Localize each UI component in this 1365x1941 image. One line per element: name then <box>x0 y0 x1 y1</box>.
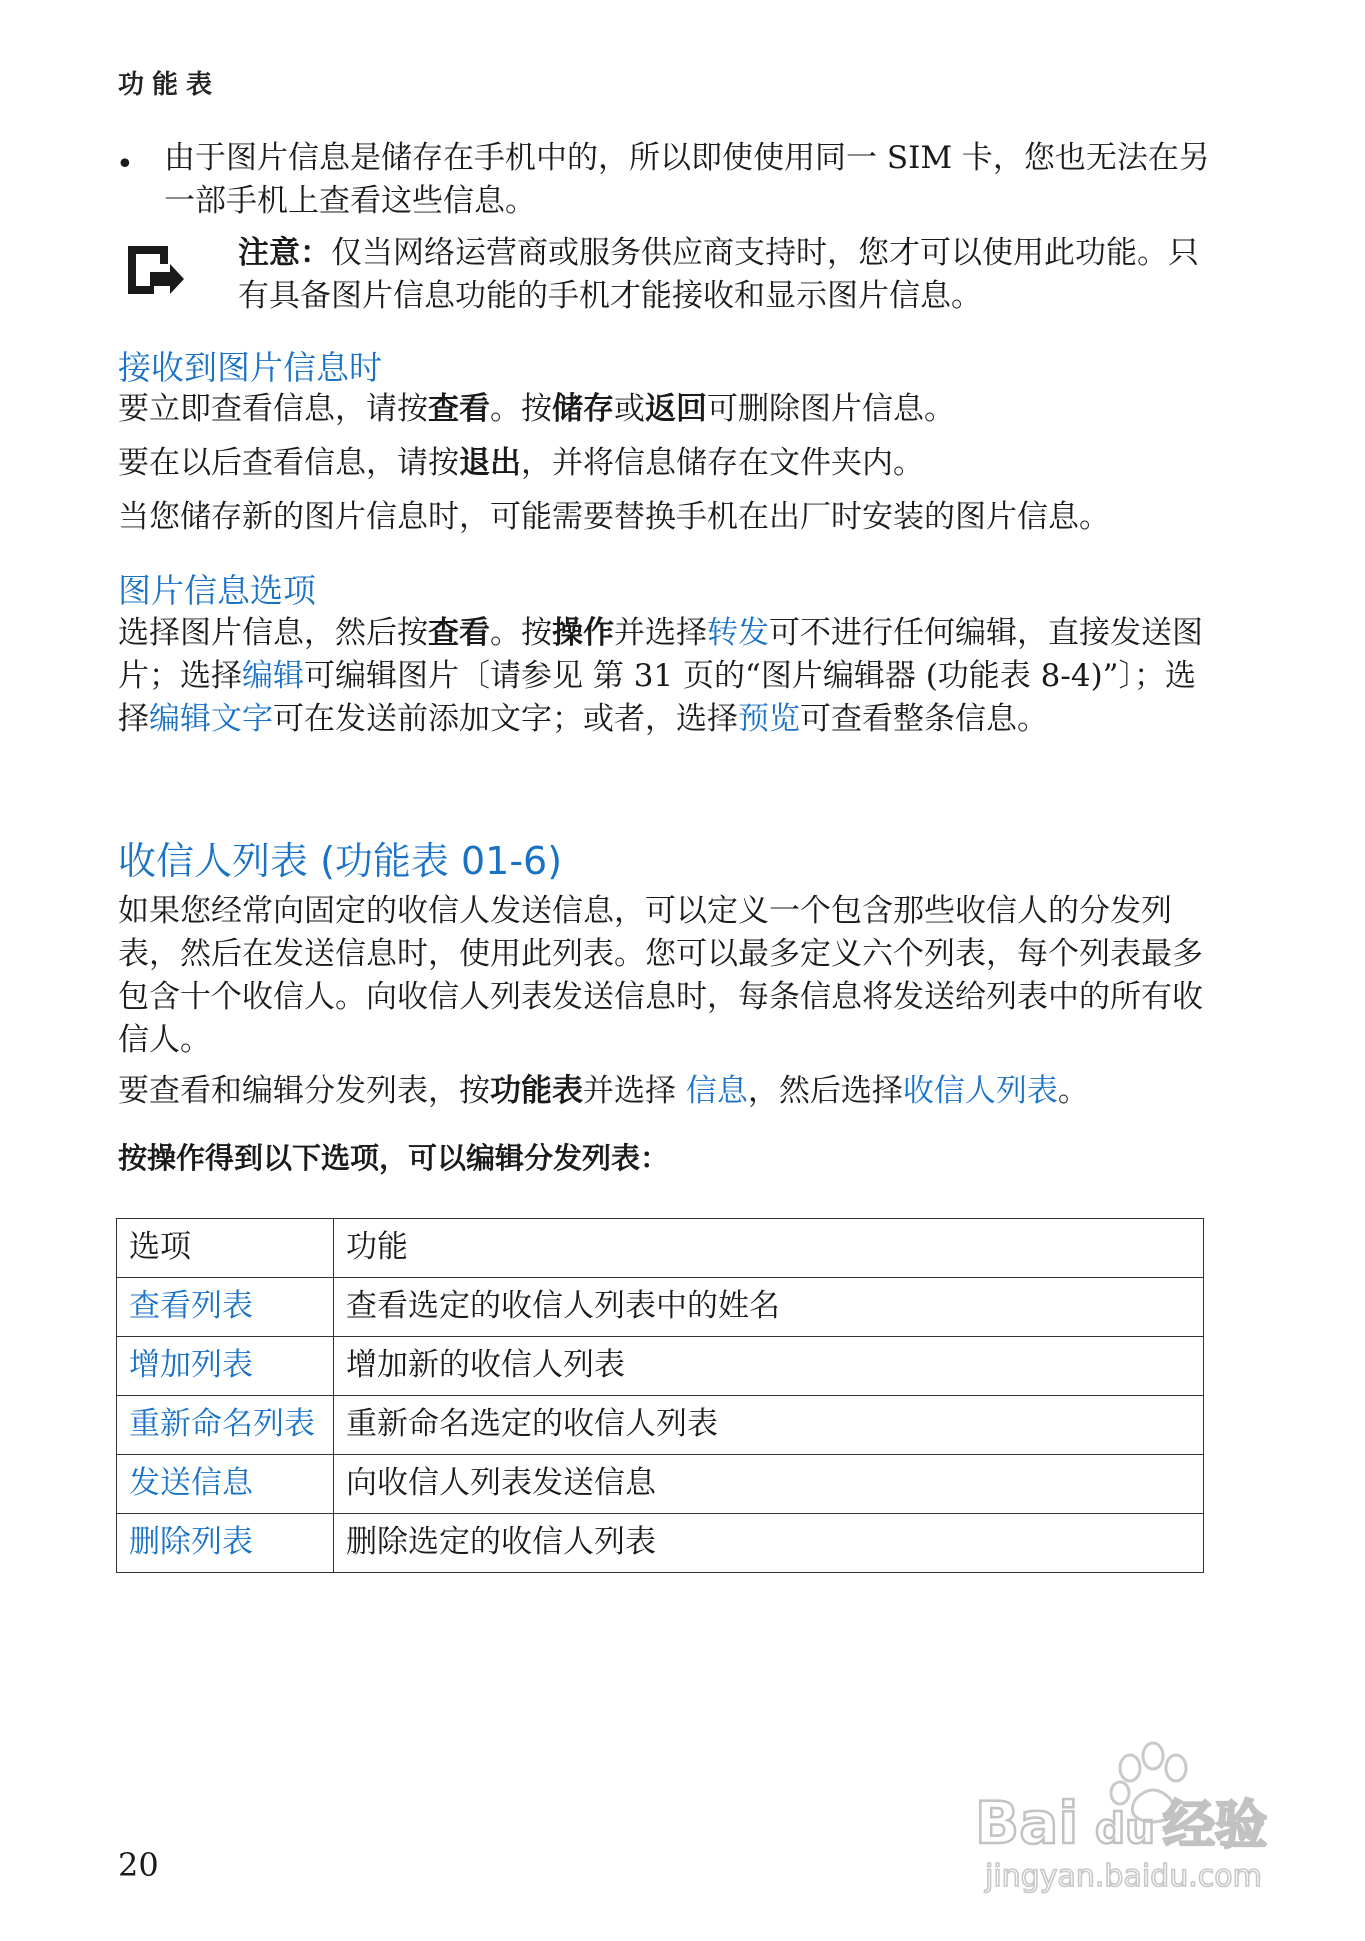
page-header: 功能表 <box>118 70 221 100</box>
option-name: 查看列表 <box>117 1278 334 1337</box>
menu-messages: 信息 <box>685 1073 748 1109</box>
table-row <box>117 1337 1204 1396</box>
table-row <box>117 1278 1204 1337</box>
text-run: 要立即查看信息，请按 <box>118 391 428 427</box>
table-row <box>117 1396 1204 1455</box>
note-label: 注意： <box>238 235 331 271</box>
page-number: 20 <box>118 1846 159 1884</box>
text-run: 。按 <box>490 615 552 651</box>
option-name: 删除列表 <box>117 1514 334 1573</box>
table-header-option: 选项 <box>117 1219 334 1278</box>
watermark-product: 经验 <box>1163 1796 1268 1856</box>
heading-recipients: 收信人列表 (功能表 01-6) <box>118 839 563 883</box>
key-save: 储存 <box>552 391 614 427</box>
receive-paragraph-1 <box>118 388 1218 431</box>
option-name: 重新命名列表 <box>117 1396 334 1455</box>
text-run: 。 <box>1057 1073 1089 1109</box>
option-description: 重新命名选定的收信人列表 <box>334 1396 1204 1455</box>
key-exit: 退出 <box>459 445 521 481</box>
table-row <box>117 1514 1204 1573</box>
heading-options: 图片信息选项 <box>118 571 316 610</box>
menu-edit-text: 编辑文字 <box>149 701 273 737</box>
option-description: 增加新的收信人列表 <box>334 1337 1204 1396</box>
text-run: 并选择 <box>583 1073 686 1109</box>
options-table <box>116 1218 1204 1573</box>
menu-forward: 转发 <box>707 615 769 651</box>
table-row <box>117 1455 1204 1514</box>
key-view: 查看 <box>428 391 490 427</box>
bullet-paragraph: 由于图片信息是储存在手机中的，所以即使使用同一 SIM 卡，您也无法在另一部手机上查看这些信息。 <box>164 140 1210 219</box>
heading-receive: 接收到图片信息时 <box>118 348 382 387</box>
text-run: 要在以后查看信息，请按 <box>118 445 459 481</box>
menu-preview: 预览 <box>738 701 800 737</box>
text-run: 可查看整条信息。 <box>800 701 1048 737</box>
table-header-row <box>117 1219 1204 1278</box>
watermark-brand: Bai <box>975 1789 1079 1857</box>
table-intro: 按操作得到以下选项，可以编辑分发列表： <box>118 1141 670 1175</box>
option-name: 增加列表 <box>117 1337 334 1396</box>
text-run: 可删除图片信息。 <box>707 391 955 427</box>
watermark-brand-2: du <box>1095 1804 1155 1853</box>
text-run: 选择图片信息，然后按 <box>118 615 428 651</box>
text-run: 可编辑图片〔请参见 第 31 页的“图片编辑器 (功能表 8-4)”〕；选择 <box>118 658 1197 737</box>
receive-paragraph-2 <box>118 442 1218 485</box>
option-description: 查看选定的收信人列表中的姓名 <box>334 1278 1204 1337</box>
recipients-paragraph-1: 如果您经常向固定的收信人发送信息，可以定义一个包含那些收信人的分发列表，然后在发送信息时，使用此列表。您可以最多定义六个列表，每个列表最多包含十个收信人。向收信人列表发送信息时，每条信息将发送给列表中的所有收信人。 <box>118 893 1203 1058</box>
text-run: 并选择 <box>614 615 707 651</box>
watermark-url: jingyan.baidu.com <box>985 1859 1262 1894</box>
text-run: ，并将信息储存在文件夹内。 <box>521 445 924 481</box>
note-paragraph <box>238 232 1218 318</box>
bullet-marker: • <box>116 147 134 182</box>
table-header-function: 功能 <box>334 1219 1204 1278</box>
text-run: 或 <box>614 391 645 427</box>
menu-recipient-list: 收信人列表 <box>902 1073 1058 1109</box>
key-menu: 功能表 <box>490 1073 583 1109</box>
options-paragraph <box>118 612 1218 741</box>
text-run: 可不进行任何编辑，直接发送图片；选择 <box>118 615 1203 694</box>
key-options: 操作 <box>552 615 614 651</box>
menu-edit: 编辑 <box>242 658 304 694</box>
text-run: ，然后选择 <box>747 1073 903 1109</box>
option-description: 删除选定的收信人列表 <box>334 1514 1204 1573</box>
text-run: 。按 <box>490 391 552 427</box>
key-view: 查看 <box>428 615 490 651</box>
text-run: 要查看和编辑分发列表，按 <box>118 1073 490 1109</box>
note-text: 仅当网络运营商或服务供应商支持时，您才可以使用此功能。只有具备图片信息功能的手机才能接收和显示图片信息。 <box>238 235 1199 314</box>
text-run: 可在发送前添加文字；或者，选择 <box>273 701 738 737</box>
note-icon <box>124 242 186 298</box>
recipients-paragraph-2 <box>118 1070 1218 1113</box>
baidu-watermark <box>975 1738 1305 1898</box>
option-name: 发送信息 <box>117 1455 334 1514</box>
key-back: 返回 <box>645 391 707 427</box>
receive-paragraph-3: 当您储存新的图片信息时，可能需要替换手机在出厂时安装的图片信息。 <box>118 499 1110 535</box>
option-description: 向收信人列表发送信息 <box>334 1455 1204 1514</box>
